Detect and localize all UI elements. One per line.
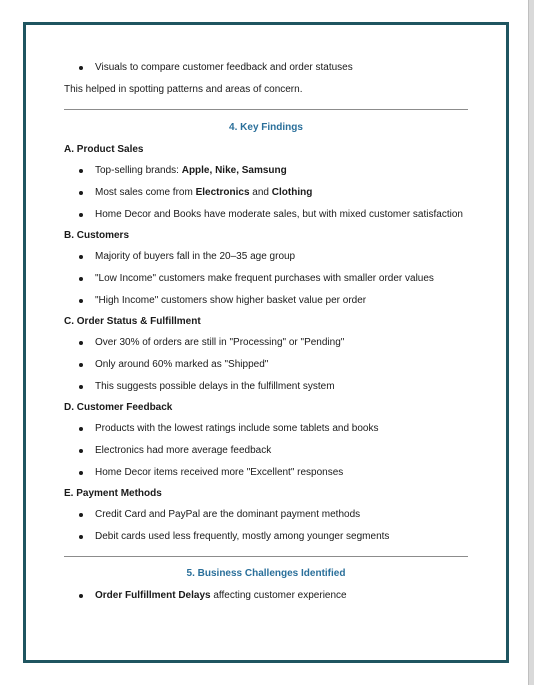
list-item: Over 30% of orders are still in "Processing" or "Pending": [64, 337, 468, 349]
document-body: [64, 62, 468, 602]
list-item: Home Decor items received more "Excellent" responses: [64, 467, 468, 479]
subheading-order-status: C. Order Status & Fulfillment: [64, 316, 201, 327]
list-item: Order Fulfillment Delays affecting customer experience: [64, 590, 468, 602]
subheading-payment-methods: E. Payment Methods: [64, 488, 162, 499]
list-item: Debit cards used less frequently, mostly among younger segments: [64, 531, 468, 543]
list-item: Home Decor and Books have moderate sales, but with mixed customer satisfaction: [64, 209, 468, 221]
section-title-business-challenges: 5. Business Challenges Identified: [186, 568, 346, 579]
subheading-customers: B. Customers: [64, 230, 130, 241]
section-title-key-findings: 4. Key Findings: [229, 122, 303, 133]
subheading-product-sales: A. Product Sales: [64, 144, 144, 155]
list-item: Most sales come from Electronics and Clothing: [64, 187, 468, 199]
list-item: Only around 60% marked as "Shipped": [64, 359, 468, 371]
list-item: Majority of buyers fall in the 20–35 age group: [64, 251, 468, 263]
list-item: "Low Income" customers make frequent purchases with smaller order values: [64, 273, 468, 285]
list-item: "High Income" customers show higher basket value per order: [64, 295, 468, 307]
list-item: Visuals to compare customer feedback and order statuses: [64, 62, 468, 74]
list-item: Products with the lowest ratings include some tablets and books: [64, 423, 468, 435]
list-item: Electronics had more average feedback: [64, 445, 468, 457]
list-item: Credit Card and PayPal are the dominant payment methods: [64, 509, 468, 521]
page-edge: [528, 0, 534, 685]
list-item: Top-selling brands: Apple, Nike, Samsung: [64, 165, 468, 177]
paragraph: This helped in spotting patterns and areas of concern.: [64, 84, 303, 95]
subheading-customer-feedback: D. Customer Feedback: [64, 402, 173, 413]
list-item: This suggests possible delays in the fulfillment system: [64, 381, 468, 393]
